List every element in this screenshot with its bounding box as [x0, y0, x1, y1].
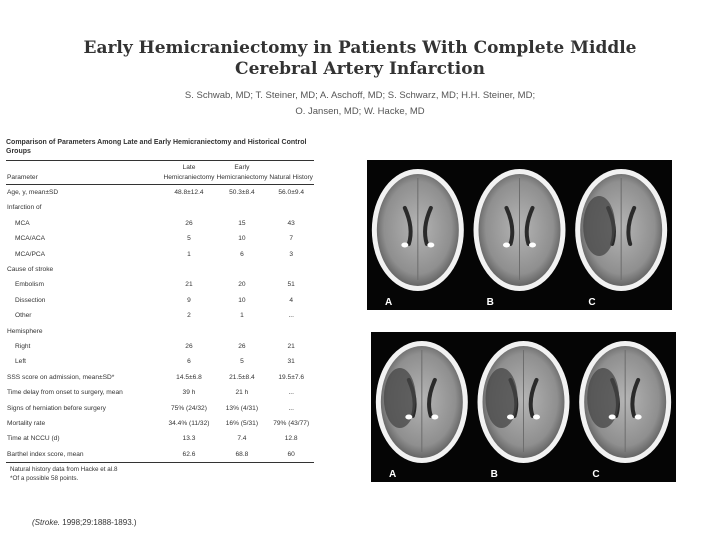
calcification-right [533, 415, 540, 420]
table-row [6, 293, 314, 308]
early-value: 20 [238, 281, 246, 289]
table-row [6, 339, 314, 354]
row-label: Dissection [15, 296, 46, 304]
comparison-table [6, 160, 314, 463]
row-label: MCA/PCA [15, 250, 46, 258]
calcification-left [609, 415, 616, 420]
table-note-1: Natural history data from Hacke et al.8 [10, 466, 118, 474]
panel-label: A [385, 297, 393, 308]
header-natural: Natural History [268, 161, 314, 185]
table-row [6, 385, 314, 400]
ct-figure-top [367, 160, 672, 310]
late-value: 2 [187, 312, 191, 320]
early-value: 21.5±8.4 [229, 373, 255, 381]
natural-value: 56.0±9.4 [278, 189, 304, 197]
late-value: 5 [187, 235, 191, 243]
late-value: 26 [185, 342, 193, 350]
natural-value: 21 [287, 342, 295, 350]
row-label: MCA/ACA [15, 235, 46, 243]
natural-value: ... [288, 404, 294, 412]
ct-slice [474, 169, 566, 291]
late-value: 21 [185, 281, 193, 289]
natural-value: 7 [289, 235, 294, 243]
early-value: 5 [240, 358, 244, 366]
infarct-region [587, 368, 619, 428]
late-value: 13.3 [182, 435, 196, 443]
row-label: Right [15, 342, 31, 350]
header-late: Late Hemicraniectomy [163, 161, 216, 185]
late-value: 9 [187, 296, 191, 304]
title-line-1: Early Hemicraniectomy in Patients With Complete Middle [83, 38, 637, 58]
row-label: Left [15, 358, 26, 366]
table-row [6, 201, 314, 216]
early-value [215, 324, 268, 339]
natural-value: ... [288, 312, 294, 320]
table-row [6, 416, 314, 431]
natural-value: 4 [289, 296, 294, 304]
early-value [215, 201, 268, 216]
ct-scan-series-top [367, 160, 672, 310]
natural-value: 19.5±7.6 [278, 373, 304, 381]
row-label: Barthel index score, mean [6, 447, 163, 463]
panel-label: C [592, 469, 600, 480]
late-value: 75% (24/32) [171, 404, 207, 412]
title-line-2: Cerebral Artery Infarction [235, 59, 485, 79]
citation-volume: 1998;29:1888-1893.) [60, 518, 137, 527]
calcification-right [529, 243, 536, 248]
table-row [6, 308, 314, 323]
header-early: Early Hemicraniectomy [215, 161, 268, 185]
late-value: 48.8±12.4 [174, 189, 204, 197]
row-label: SSS score on admission, mean±SD* [7, 373, 115, 381]
early-value: 10 [238, 296, 246, 304]
table-note-2: *Of a possible 58 points. [10, 474, 79, 482]
calcification-left [507, 415, 514, 420]
panel-label: B [486, 297, 494, 308]
table-row [6, 431, 314, 446]
row-label: Infarction of [7, 204, 42, 212]
calcification-right [635, 415, 642, 420]
panel-label: C [588, 297, 596, 308]
natural-value: 51 [287, 281, 295, 289]
natural-value: 43 [287, 219, 295, 227]
ct-scan-series-bottom [371, 332, 676, 482]
ct-slice [579, 341, 671, 463]
panel-label: B [490, 469, 498, 480]
table-caption: Comparison of Parameters Among Late and Early Hemicraniectomy and Historical Control Groups [6, 139, 307, 155]
table-row [6, 185, 314, 201]
late-value [163, 201, 216, 216]
early-value: 15 [238, 219, 246, 227]
early-value: 6 [240, 250, 244, 258]
ct-figure-bottom [371, 332, 676, 482]
calcification-right [427, 243, 434, 248]
calcification-left [405, 415, 412, 420]
ct-slice [575, 169, 667, 291]
row-label: Age, y, mean±SD [7, 189, 59, 197]
row-label: Other [15, 312, 32, 320]
late-value [163, 262, 216, 277]
table-header-row [6, 161, 314, 185]
natural-value: 31 [287, 358, 295, 366]
panel-label: A [389, 469, 397, 480]
row-label: Time at NCCU (d) [7, 435, 60, 443]
early-value [215, 262, 268, 277]
table-body [6, 185, 314, 463]
late-value [163, 324, 216, 339]
ct-slice [478, 341, 570, 463]
natural-value: 60 [268, 447, 314, 463]
author-list [0, 88, 720, 120]
early-value: 16% (5/31) [225, 419, 259, 427]
early-value: 26 [238, 342, 246, 350]
table-row [6, 216, 314, 231]
natural-value: 12.8 [284, 435, 298, 443]
calcification-left [503, 243, 510, 248]
table-row [6, 401, 314, 416]
calcification-left [401, 243, 408, 248]
natural-value [268, 324, 314, 339]
late-value: 34.4% (11/32) [168, 419, 210, 427]
early-value: 10 [238, 235, 246, 243]
table-row [6, 370, 314, 385]
authors-line-1: S. Schwab, MD; T. Steiner, MD; A. Aschoff, MD; S. Schwarz, MD; H.H. Steiner, MD; [184, 90, 536, 101]
infarct-region [486, 368, 518, 428]
citation-journal: (Stroke. [32, 518, 61, 527]
ct-slice [376, 341, 468, 463]
row-label: Mortality rate [7, 419, 46, 427]
table-row [6, 262, 314, 277]
late-value: 1 [187, 250, 191, 258]
early-value: 68.8 [215, 447, 268, 463]
row-label: Cause of stroke [7, 266, 54, 274]
row-label: Time delay from onset to surgery, mean [7, 389, 123, 397]
ct-slice [372, 169, 464, 291]
table-row [6, 278, 314, 293]
row-label: Embolism [15, 281, 44, 289]
natural-value: 3 [289, 250, 294, 258]
natural-value: ... [288, 389, 294, 397]
header-parameter: Parameter [6, 161, 163, 185]
row-label: Signs of herniation before surgery [7, 404, 106, 412]
early-value: 7.4 [237, 435, 247, 443]
late-value: 62.6 [163, 447, 216, 463]
table-row [6, 324, 314, 339]
early-value: 1 [240, 312, 244, 320]
calcification-right [431, 415, 438, 420]
comparison-table-block [6, 138, 314, 483]
natural-value [268, 201, 314, 216]
table-row [6, 247, 314, 262]
paper-title [0, 38, 720, 80]
late-value: 26 [185, 219, 193, 227]
table-row [6, 447, 314, 463]
early-value: 21 h [235, 389, 249, 397]
natural-value [268, 262, 314, 277]
late-value: 39 h [182, 389, 196, 397]
citation [32, 518, 137, 527]
row-label: MCA [15, 219, 30, 227]
late-value: 14.5±6.8 [176, 373, 202, 381]
table-row [6, 354, 314, 369]
infarct-region [583, 196, 615, 256]
early-value: 50.3±8.4 [229, 189, 255, 197]
row-label: Hemisphere [7, 327, 43, 335]
table-row [6, 231, 314, 246]
natural-value: 79% (43/77) [273, 419, 310, 427]
infarct-region [384, 368, 416, 428]
early-value: 13% (4/31) [225, 404, 259, 412]
late-value: 6 [187, 358, 191, 366]
table-notes [6, 466, 314, 483]
authors-line-2: O. Jansen, MD; W. Hacke, MD [295, 106, 425, 117]
